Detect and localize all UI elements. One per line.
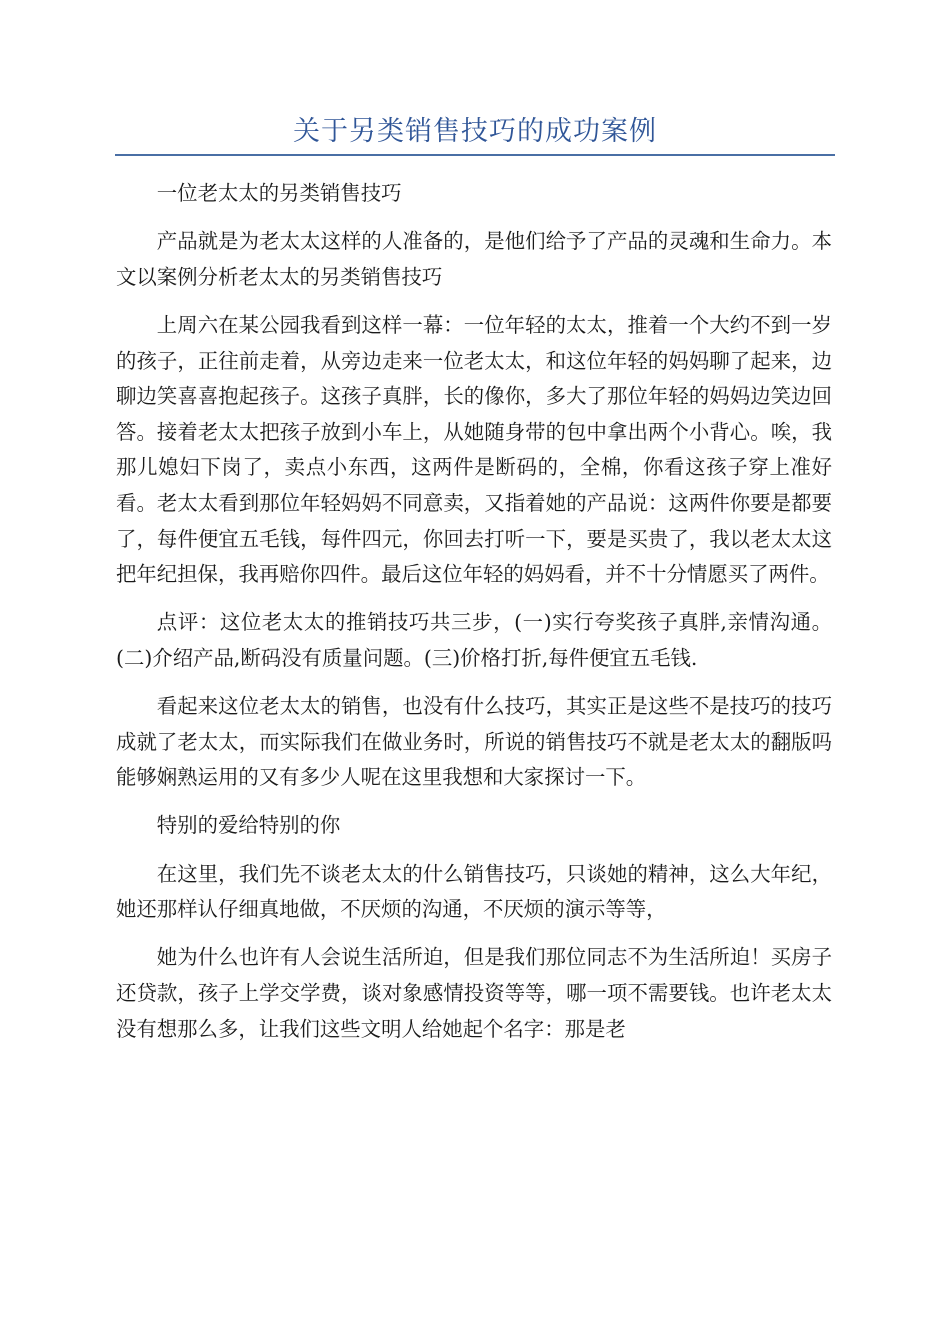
document-title: 关于另类销售技巧的成功案例 xyxy=(293,116,657,147)
title-block xyxy=(115,112,835,156)
title-underline xyxy=(115,154,835,156)
paragraph-story: 上周六在某公园我看到这样一幕：一位年轻的太太，推着一个大约不到一岁的孩子，正往前走着，从旁边走来一位老太太，和这位年轻的妈妈聊了起来，边聊边笑喜喜抱起孩子。这孩子真胖，长的像你，多大了那位年轻的妈妈边笑边回答。接着老太太把孩子放到小车上，从她随身带的包中拿出两个小背心。唉，我那儿媳妇下岗了，卖点小东西，这两件是断码的，全棉，你看这孩子穿上准好看。老太太看到那位年轻妈妈不同意卖，又指着她的产品说：这两件你要是都要了，每件便宜五毛钱，每件四元，你回去打听一下，要是买贵了，我以老太太这把年纪担保，我再赔你四件。最后这位年轻的妈妈看，并不十分情愿买了两件。 xyxy=(116,312,832,587)
paragraph-analysis: 看起来这位老太太的销售，也没有什么技巧，其实正是这些不是技巧的技巧成就了老太太，而实际我们在做业务时，所说的销售技巧不就是老太太的翻版吗能够娴熟运用的又有多少人呢在这里我想和大家探讨一下。 xyxy=(116,694,832,790)
paragraph-why: 她为什么也许有人会说生活所迫，但是我们那位同志不为生活所迫！买房子还贷款，孩子上学交学费，谈对象感情投资等等，哪一项不需要钱。也许老太太没有想那么多，让我们这些文明人给她起个名字：那是老 xyxy=(116,945,832,1041)
paragraph-comment: 点评：这位老太太的推销技巧共三步，(一)实行夸奖孩子真胖,亲情沟通。(二)介绍产品,断码没有质量问题。(三)价格打折,每件便宜五毛钱. xyxy=(116,610,832,670)
document-body xyxy=(116,176,832,1060)
heading-special-love: 特别的爱给特别的你 xyxy=(156,813,341,838)
paragraph-spirit: 在这里，我们先不谈老太太的什么销售技巧，只谈她的精神，这么大年纪，她还那样认仔细真地做，不厌烦的沟通，不厌烦的演示等等， xyxy=(116,861,832,922)
paragraph-intro: 产品就是为老太太这样的人准备的，是他们给予了产品的灵魂和生命力。本文以案例分析老太太的另类销售技巧 xyxy=(116,229,832,289)
heading-old-lady-sales: 一位老太太的另类销售技巧 xyxy=(156,181,402,205)
